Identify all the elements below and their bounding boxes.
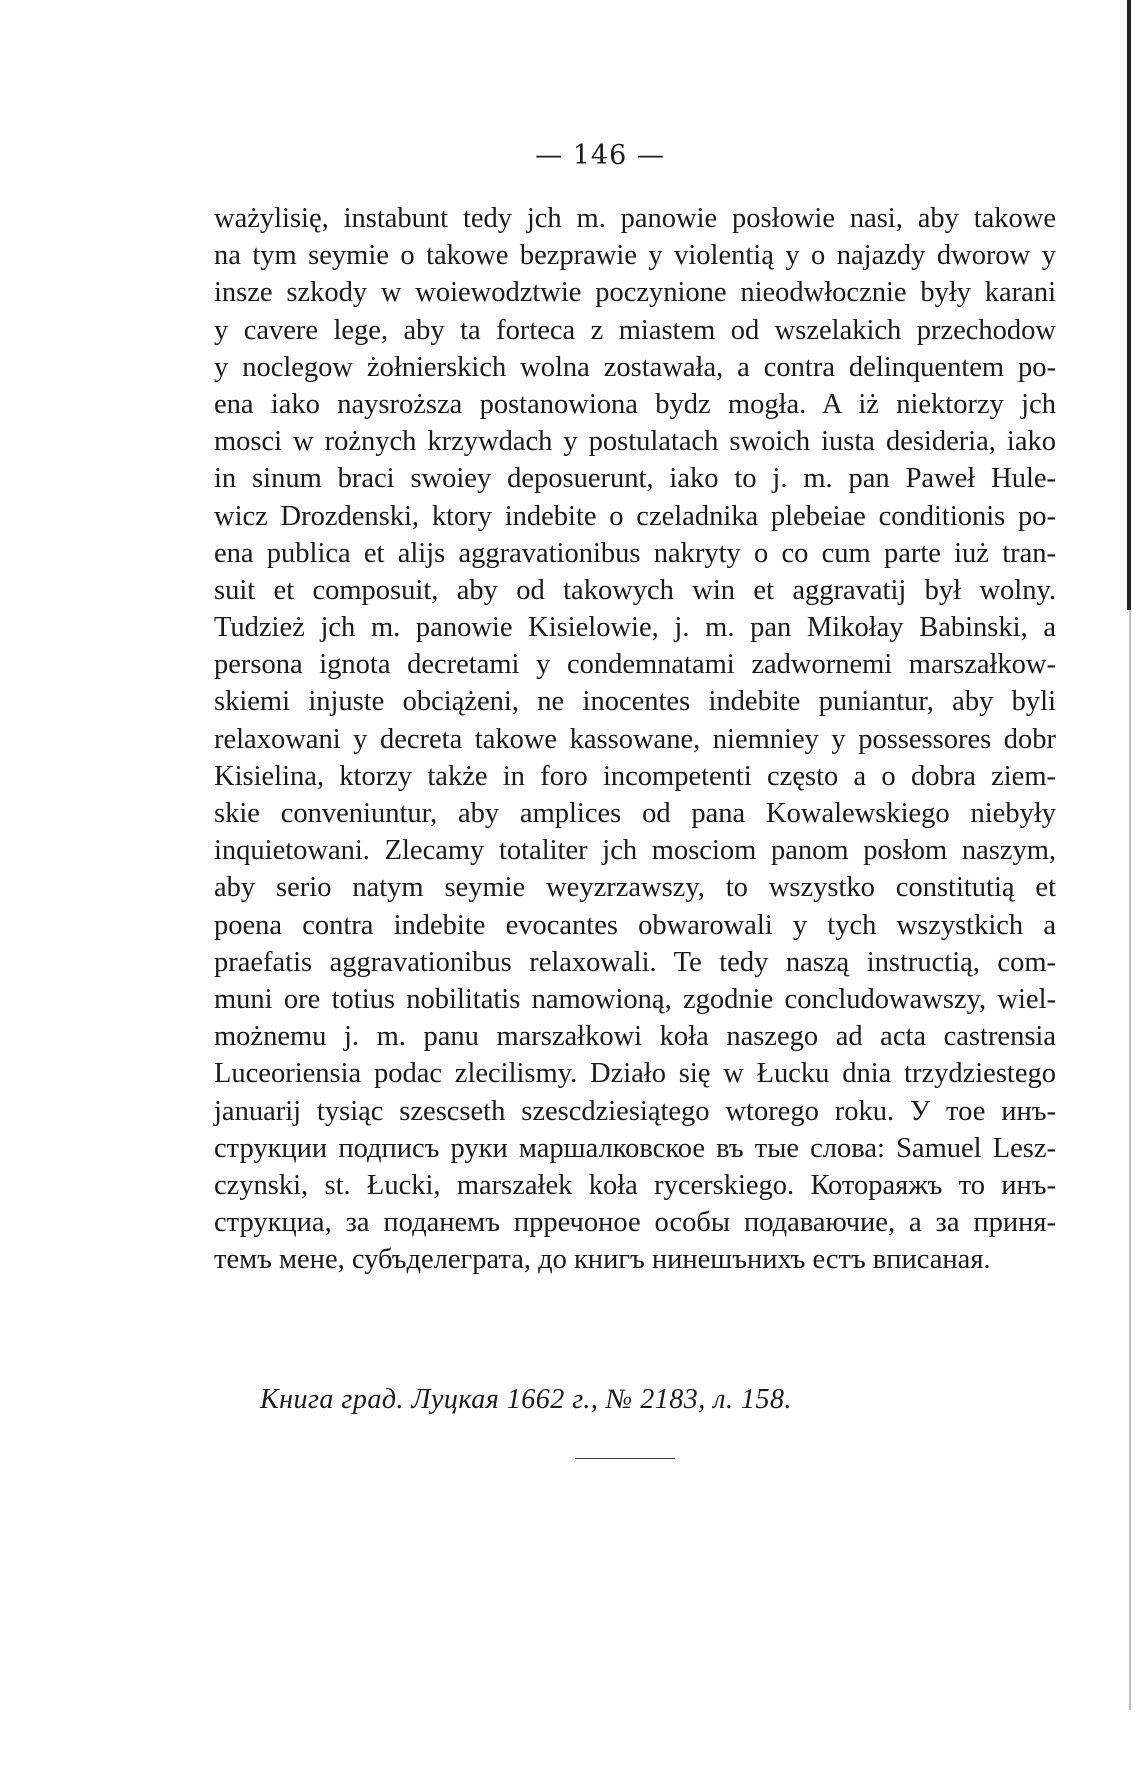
text-line: januarij tysiąc szescseth szescdziesiątego wtorego roku. У тое инъ- (214, 1095, 1056, 1127)
text-line: ena iako naysroższa postanowiona bydz mogła. A iż niektorzy jch (214, 388, 1056, 420)
text-line: poena contra indebite evocantes obwarowali y tych wszystkich a (214, 909, 1056, 941)
text-line: струкции подписъ руки маршалковское въ тые слова: Samuel Lesz- (214, 1132, 1056, 1164)
text-line: możnemu j. m. panu marszałkowi koła naszego ad acta castrensia (214, 1021, 1056, 1053)
text-line: Kisielina, ktorzy także in foro incompetenti często a o dobra ziem- (214, 760, 1056, 792)
page-edge-bar (1127, 0, 1131, 610)
text-line: Luceoriensia podac zlecilismy. Działo się w Łucku dnia trzydziestego (214, 1058, 1056, 1090)
text-line: струкциа, за поданемъ прречоное особы подаваючие, а за приня- (214, 1207, 1056, 1239)
text-line: czynski, st. Łucki, marszałek koła rycerskiego. Котораяжъ то инъ- (214, 1169, 1056, 1201)
body-text (214, 200, 1056, 1278)
text-line: темъ мене, субъделеграта, до книгъ нинешънихъ естъ вписаная. (214, 1244, 991, 1276)
text-line: skiemi injuste obciążeni, ne inocentes indebite puniantur, aby byli (214, 686, 1056, 718)
text-line: wicz Drozdenski, ktory indebite o czeladnika plebeiae conditionis po- (214, 500, 1056, 532)
text-line: in sinum braci swoiey deposuerunt, iako to j. m. pan Paweł Hule- (214, 463, 1056, 495)
text-line: na tym seymie o takowe bezprawie y violentią y o najazdy dworow y (214, 240, 1056, 272)
text-line: y cavere lege, aby ta forteca z miastem od wszelakich przechodow (214, 314, 1056, 346)
text-line: mosci w rożnych krzywdach y postulatach swoich iusta desideria, iako (214, 426, 1056, 458)
source-citation: Книга град. Луцкая 1662 г., № 2183, л. 158. (260, 1384, 792, 1415)
page-edge-shadow (1129, 610, 1131, 1710)
page-number: — 146 — (535, 140, 665, 171)
end-rule (575, 1458, 675, 1459)
text-line: ważylisię, instabunt tedy jch m. panowie posłowie nasi, aby takowe (214, 203, 1056, 234)
text-line: inquietowani. Zlecamy totaliter jch mosciom panom posłom naszym, (214, 835, 1056, 867)
text-line: relaxowani y decreta takowe kassowane, niemniey y possessores dobr (214, 723, 1056, 755)
text-line: praefatis aggravationibus relaxowali. Te tedy naszą instructią, com- (214, 946, 1056, 978)
text-line: aby serio natym seymie weyzrzawszy, to wszystko constitutią et (214, 872, 1056, 904)
text-line: y noclegow żołnierskich wolna zostawała, a contra delinquentem po- (214, 351, 1056, 383)
text-line: ena publica et alijs aggravationibus nakryty o co cum parte iuż tran- (214, 537, 1056, 569)
text-line: suit et composuit, aby od takowych win et aggravatij był wolny. (214, 574, 1056, 606)
text-line: Tudzież jch m. panowie Kisielowie, j. m. pan Mikołay Babinski, a (214, 612, 1056, 644)
text-line: muni ore totius nobilitatis namowioną, zgodnie concludowawszy, wiel- (214, 983, 1056, 1015)
text-line: insze szkody w woiewodztwie poczynione nieodwłocznie były karani (214, 277, 1056, 309)
text-line: persona ignota decretami y condemnatami zadwornemi marszałkow- (214, 649, 1056, 681)
text-line: skie conveniuntur, aby amplices od pana Kowalewskiego niebyły (214, 798, 1056, 829)
